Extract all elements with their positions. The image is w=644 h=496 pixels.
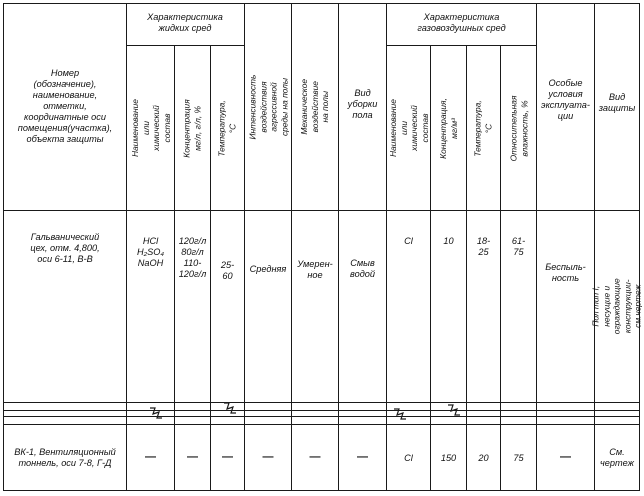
header-liquid-conc: Концентрация мг/л, г/л, % [182,98,203,158]
cell-gas-humidity: 75 [513,453,524,463]
break-mark-2 [222,399,238,421]
header-gas-conc: Концентрация, мг/м³ [438,97,459,159]
break-mark-4 [446,401,462,423]
cell-mechanical: Умерен- ное [297,259,333,281]
header-gas-humidity: Относительная влажность, % [508,95,529,161]
header-protection: Вид защиты [598,92,636,114]
cell-gas-conc: 10 [443,236,454,246]
cell-liquid-temp: — [222,451,233,463]
cell-liquid-temp: 25- 60 [220,260,235,282]
header-liquid-name: Наименование или химический состав [129,99,171,157]
header-liquid-temp: Температура, °С [217,99,238,157]
header-gas-name: Наименование или химический состав [387,99,429,157]
cell-mechanical: — [309,451,321,463]
cell-room: Гальванический цех, отм. 4,800, оси 6-11, В-В [30,232,100,265]
cell-gas-name: Cl [404,236,413,246]
cell-protection: См. чертеж [600,447,634,469]
cell-cleaning: Смыв водой [349,258,375,280]
cell-special: Беспыль- ность [545,262,586,284]
cell-cleaning: — [357,451,368,463]
header-gas-group: Характеристика газовоздушных сред [417,12,506,34]
cell-gas-temp: 18- 25 [476,236,491,258]
cell-gas-name: Cl [404,453,413,463]
break-mark-3 [392,405,408,427]
header-room: Номер (обозначение), наименование, отметки, координатные оси помещения(участка), объекта защиты [17,68,113,145]
cell-intensity: Средняя [249,264,287,274]
cell-gas-conc: 150 [440,453,457,463]
header-liquid-group: Характеристика жидких сред [147,12,223,34]
cell-gas-humidity: 61- 75 [511,236,526,258]
cell-protection: Пол тип I, несущие и ограждающие конструкции-см.чертеж [590,278,643,334]
cell-liquid-name: — [145,451,156,463]
cell-liquid-conc: 120г/л 80г/л 110- 120г/л [178,236,207,280]
header-cleaning: Вид уборки пола [347,88,378,121]
header-gas-temp: Температура, °С [473,99,494,157]
cell-room: ВК-1, Вентиляционный тоннель, оси 7-8, Г-Д [14,447,116,469]
header-intensity: Интенсивность воздействия агрессивной среды на полы [247,74,289,139]
break-mark-1 [148,404,164,426]
cell-intensity: — [262,451,274,463]
header-mechanical: Механическое воздействие на полы [299,78,331,135]
cell-liquid-name: HCl H₂SO₄ NaOH [136,236,165,269]
cell-liquid-conc: — [187,451,198,463]
cell-gas-temp: 20 [478,453,489,463]
cell-special: — [560,451,571,463]
header-special: Особые условия эксплуата- ции [541,78,590,122]
